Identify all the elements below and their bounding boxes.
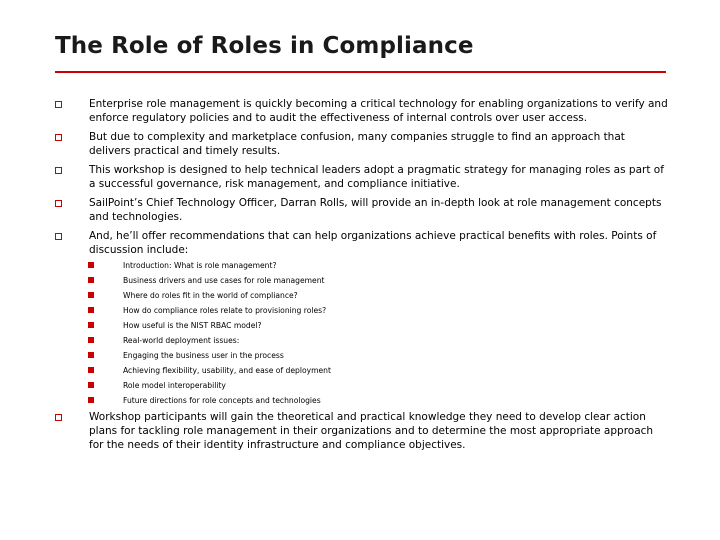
sub-bullet-square-icon	[88, 367, 94, 373]
sub-bullet-text: Engaging the business user in the process	[123, 351, 284, 360]
bullet-text: Enterprise role management is quickly becoming a critical technology for enabling organizations to verify and enforce regulatory policies and to audit the effectiveness of internal controls over user access.	[89, 98, 668, 124]
bullet-text: SailPoint’s Chief Technology Officer, Darran Rolls, will provide an in-depth look at role management concepts and technologies.	[89, 197, 662, 223]
closing-bullet-text: Workshop participants will gain the theoretical and practical knowledge they need to develop clear action plans for tackling role management in their organizations and to determine the most appropriate approach for the needs of their identity infrastructure and compliance objectives.	[89, 411, 654, 451]
sub-bullet-square-icon	[88, 262, 94, 268]
sub-bullet-text: Achieving flexibility, usability, and ease of deployment	[123, 366, 331, 375]
sub-bullet-square-icon	[88, 277, 94, 283]
bullet-text: But due to complexity and marketplace confusion, many companies struggle to find an approach that delivers practical and timely results.	[89, 131, 625, 157]
sub-bullet-square-icon	[88, 352, 94, 358]
sub-bullet-square-icon	[88, 382, 94, 388]
bullet-box-icon	[55, 414, 62, 421]
bullet-text: This workshop is designed to help technical leaders adopt a pragmatic strategy for managing roles as part of a successful governance, risk management, and compliance initiative.	[89, 164, 664, 190]
sub-bullet-square-icon	[88, 307, 94, 313]
sub-bullet-square-icon	[88, 292, 94, 298]
bullet-box-icon	[55, 200, 62, 207]
sub-bullet-text: Future directions for role concepts and technologies	[123, 396, 321, 405]
bullet-box-icon	[55, 134, 62, 141]
sub-bullet-text: Real-world deployment issues:	[123, 336, 240, 345]
sub-bullet-text: Introduction: What is role management?	[123, 261, 277, 270]
sub-bullet-square-icon	[88, 397, 94, 403]
sub-bullet-text: How useful is the NIST RBAC model?	[123, 321, 262, 330]
sub-bullet-text: How do compliance roles relate to provisioning roles?	[123, 306, 327, 315]
sub-bullet-text: Where do roles fit in the world of compliance?	[123, 291, 298, 300]
bullet-box-icon	[55, 101, 62, 108]
slide-title: The Role of Roles in Compliance	[55, 33, 474, 59]
bullet-text: And, he’ll offer recommendations that can help organizations achieve practical benefits with roles. Points of discussion include:	[89, 230, 657, 256]
bullet-box-icon	[55, 167, 62, 174]
sub-bullet-square-icon	[88, 322, 94, 328]
sub-bullet-text: Business drivers and use cases for role management	[123, 276, 325, 285]
title-underline	[55, 71, 666, 73]
sub-bullet-text: Role model interoperability	[123, 381, 226, 390]
bullet-box-icon	[55, 233, 62, 240]
sub-bullet-square-icon	[88, 337, 94, 343]
